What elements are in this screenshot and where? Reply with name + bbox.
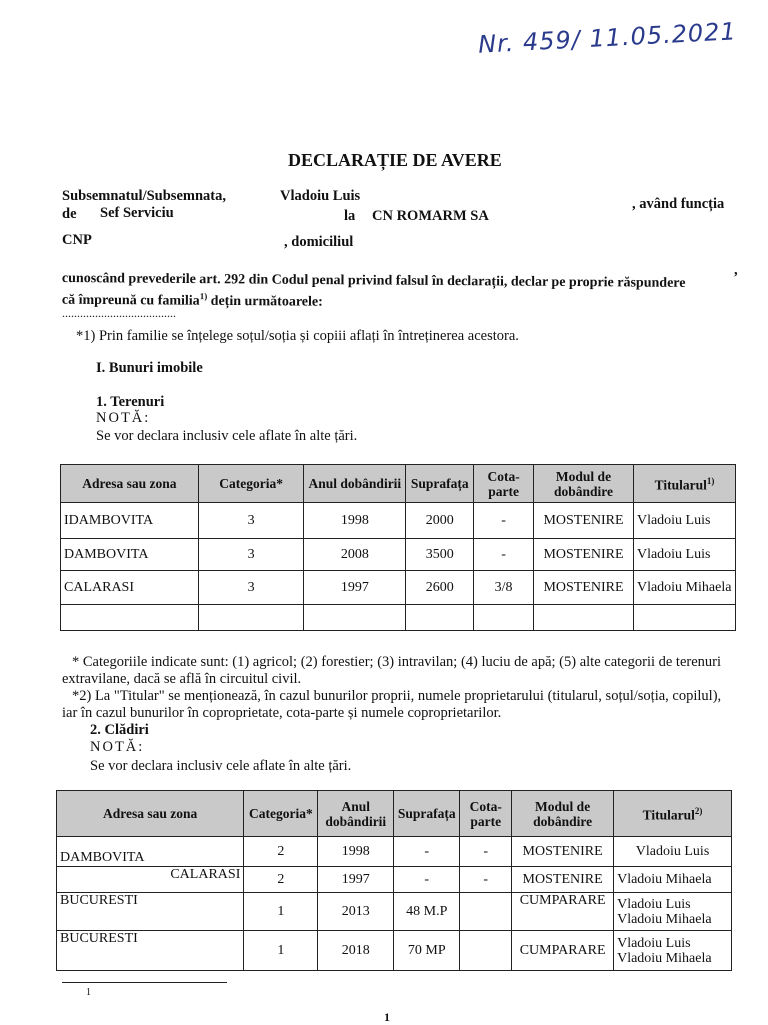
footnote-familie: *1) Prin familie se înțelege soțul/soția și copiii aflați în întreținerea acestora. xyxy=(76,328,519,344)
cladiri-table xyxy=(56,790,732,971)
cell-modul: MOSTENIRE xyxy=(512,867,614,893)
cell-categoria: 1 xyxy=(244,893,318,931)
cell-cota: - xyxy=(460,837,512,867)
terenuri-header-row xyxy=(61,465,736,503)
cell-anul: 1997 xyxy=(304,571,406,605)
cell-cota xyxy=(460,893,512,931)
col-suprafata: Suprafața xyxy=(406,465,474,503)
cell-adresa xyxy=(61,605,199,631)
cell-cota xyxy=(474,605,534,631)
cell-categoria xyxy=(198,605,304,631)
col-titular xyxy=(633,465,735,503)
table-row xyxy=(57,893,732,931)
registration-number: Nr. 459/ 11.05.2021 xyxy=(477,17,738,59)
functia-value: Sef Serviciu xyxy=(100,205,174,221)
terenuri-nota-text: Se vor declara inclusiv cele aflate în alte țări. xyxy=(96,428,358,444)
cell-modul xyxy=(534,605,634,631)
cell-modul: CUMPARARE xyxy=(512,931,614,971)
col-modul: Modul de dobândire xyxy=(512,791,614,837)
cell-cota: 3/8 xyxy=(474,571,534,605)
footnote-ref-1: 1) xyxy=(199,291,208,302)
table-row xyxy=(57,837,732,867)
cell-suprafata: 2000 xyxy=(406,503,474,539)
cell-titular: Vladoiu Mihaela xyxy=(614,867,732,893)
cladiri-heading: 2. Clădiri xyxy=(90,722,149,738)
cell-titular: Vladoiu Luis xyxy=(633,539,735,571)
cell-anul: 1997 xyxy=(318,867,394,893)
col-cota: Cota-parte xyxy=(460,791,512,837)
col-titular-sup: 2) xyxy=(694,806,703,817)
col-anul: Anul dobândirii xyxy=(318,791,394,837)
table-row xyxy=(61,571,736,605)
cell-adresa: BUCURESTI xyxy=(57,931,244,971)
cell-cota: - xyxy=(460,867,512,893)
cell-suprafata: - xyxy=(394,837,460,867)
cladiri-nota: NOTĂ: xyxy=(90,739,145,755)
col-modul: Modul de dobândire xyxy=(534,465,634,503)
cell-titular: Vladoiu Luis xyxy=(614,837,732,867)
institution-name: CN ROMARM SA xyxy=(372,208,489,224)
intro-line-2-start: că împreună cu familia xyxy=(61,292,200,309)
intro-line-2-end: dețin următoarele: xyxy=(207,293,323,310)
col-adresa: Adresa sau zona xyxy=(61,465,199,503)
cell-adresa: IDAMBOVITA xyxy=(61,503,199,539)
cell-anul: 1998 xyxy=(304,503,406,539)
terenuri-heading: 1. Terenuri xyxy=(96,394,165,410)
cell-cota xyxy=(460,931,512,971)
cell-categoria: 3 xyxy=(198,571,304,605)
cell-anul: 2013 xyxy=(318,893,394,931)
titular-note-line-1: *2) La "Titular" se menționează, în cazul bunurilor proprii, numele proprietarului (titularul, soțul/soția, copilul), xyxy=(72,688,722,704)
cell-anul: 2018 xyxy=(318,931,394,971)
cell-modul: CUMPARARE xyxy=(512,893,614,931)
trailing-comma: , xyxy=(734,262,738,278)
cell-anul: 2008 xyxy=(304,539,406,571)
cell-modul: MOSTENIRE xyxy=(534,539,634,571)
document-title: DECLARAȚIE DE AVERE xyxy=(288,150,502,170)
cell-titular xyxy=(633,605,735,631)
table-row xyxy=(61,539,736,571)
terenuri-nota: NOTĂ: xyxy=(96,410,151,426)
cell-suprafata: - xyxy=(394,867,460,893)
table-row xyxy=(57,931,732,971)
section-bunuri-imobile: I. Bunuri imobile xyxy=(96,360,203,376)
cell-titular: Vladoiu Mihaela xyxy=(633,571,735,605)
col-titular-label: Titularul xyxy=(642,807,695,823)
cell-adresa: CALARASI xyxy=(57,867,244,893)
functia-label: , având funcția xyxy=(632,196,725,212)
col-cota: Cota-parte xyxy=(474,465,534,503)
footnote-number: 1 xyxy=(86,987,91,998)
table-row-empty xyxy=(61,605,736,631)
titular-note-line-2: iar în cazul bunurilor în coproprietate, cota-parte și numele coproprietarilor. xyxy=(62,705,502,721)
la-label: la xyxy=(344,208,356,224)
cell-titular: Vladoiu Luis xyxy=(633,503,735,539)
cell-suprafata: 70 MP xyxy=(394,931,460,971)
categorii-note-line-1: * Categoriile indicate sunt: (1) agricol; (2) forestier; (3) intravilan; (4) luciu de apă; (5) alte categorii de terenuri xyxy=(72,654,722,670)
cell-categoria: 2 xyxy=(244,837,318,867)
col-adresa: Adresa sau zona xyxy=(57,791,244,837)
cell-cota: - xyxy=(474,539,534,571)
col-categoria: Categoria* xyxy=(244,791,318,837)
cnp-label: CNP xyxy=(62,232,92,248)
cell-titular-line-2: Vladoiu Mihaela xyxy=(617,950,712,966)
col-categoria: Categoria* xyxy=(198,465,304,503)
cladiri-nota-text: Se vor declara inclusiv cele aflate în alte țări. xyxy=(90,758,352,774)
cell-cota: - xyxy=(474,503,534,539)
cell-suprafata: 2600 xyxy=(406,571,474,605)
categorii-note-line-2: extravilane, dacă se află în circuitul civil. xyxy=(62,671,302,687)
cell-categoria: 3 xyxy=(198,503,304,539)
de-label: de xyxy=(62,206,77,222)
cell-titular-line-1: Vladoiu Luis xyxy=(617,896,691,912)
footnote-separator xyxy=(62,982,227,983)
cell-modul: MOSTENIRE xyxy=(534,503,634,539)
cell-modul: MOSTENIRE xyxy=(534,571,634,605)
cell-titular-line-2: Vladoiu Mihaela xyxy=(617,911,712,927)
cell-titular xyxy=(614,893,732,931)
col-titular-label: Titularul xyxy=(654,477,707,493)
intro-line-1: cunoscând prevederile art. 292 din Codul penal privind falsul în declarații, declar pe proprie răspundere xyxy=(61,271,686,291)
cell-anul xyxy=(304,605,406,631)
cell-suprafata: 48 M.P xyxy=(394,893,460,931)
col-suprafata: Suprafața xyxy=(394,791,460,837)
col-anul: Anul dobândirii xyxy=(304,465,406,503)
col-titular-sup: 1) xyxy=(706,476,715,487)
cell-suprafata xyxy=(406,605,474,631)
cell-adresa: DAMBOVITA xyxy=(61,539,199,571)
cell-adresa: BUCURESTI xyxy=(57,893,244,931)
cell-anul: 1998 xyxy=(318,837,394,867)
terenuri-table xyxy=(60,464,736,631)
col-titular xyxy=(614,791,732,837)
cell-categoria: 3 xyxy=(198,539,304,571)
domiciliul-label: , domiciliul xyxy=(284,234,354,250)
table-row xyxy=(61,503,736,539)
cell-categoria: 1 xyxy=(244,931,318,971)
subsemnatul-label: Subsemnatul/Subsemnata, xyxy=(62,188,226,204)
cell-suprafata: 3500 xyxy=(406,539,474,571)
cell-adresa: CALARASI xyxy=(61,571,199,605)
cell-modul: MOSTENIRE xyxy=(512,837,614,867)
cell-adresa: DAMBOVITA xyxy=(57,837,244,867)
declarant-name: Vladoiu Luis xyxy=(280,188,361,204)
table-row xyxy=(57,867,732,893)
dotted-line: ...................................... xyxy=(62,306,176,320)
cell-titular xyxy=(614,931,732,971)
cladiri-header-row xyxy=(57,791,732,837)
page-number: 1 xyxy=(384,1010,390,1024)
cell-titular-line-1: Vladoiu Luis xyxy=(617,935,691,951)
cell-categoria: 2 xyxy=(244,867,318,893)
